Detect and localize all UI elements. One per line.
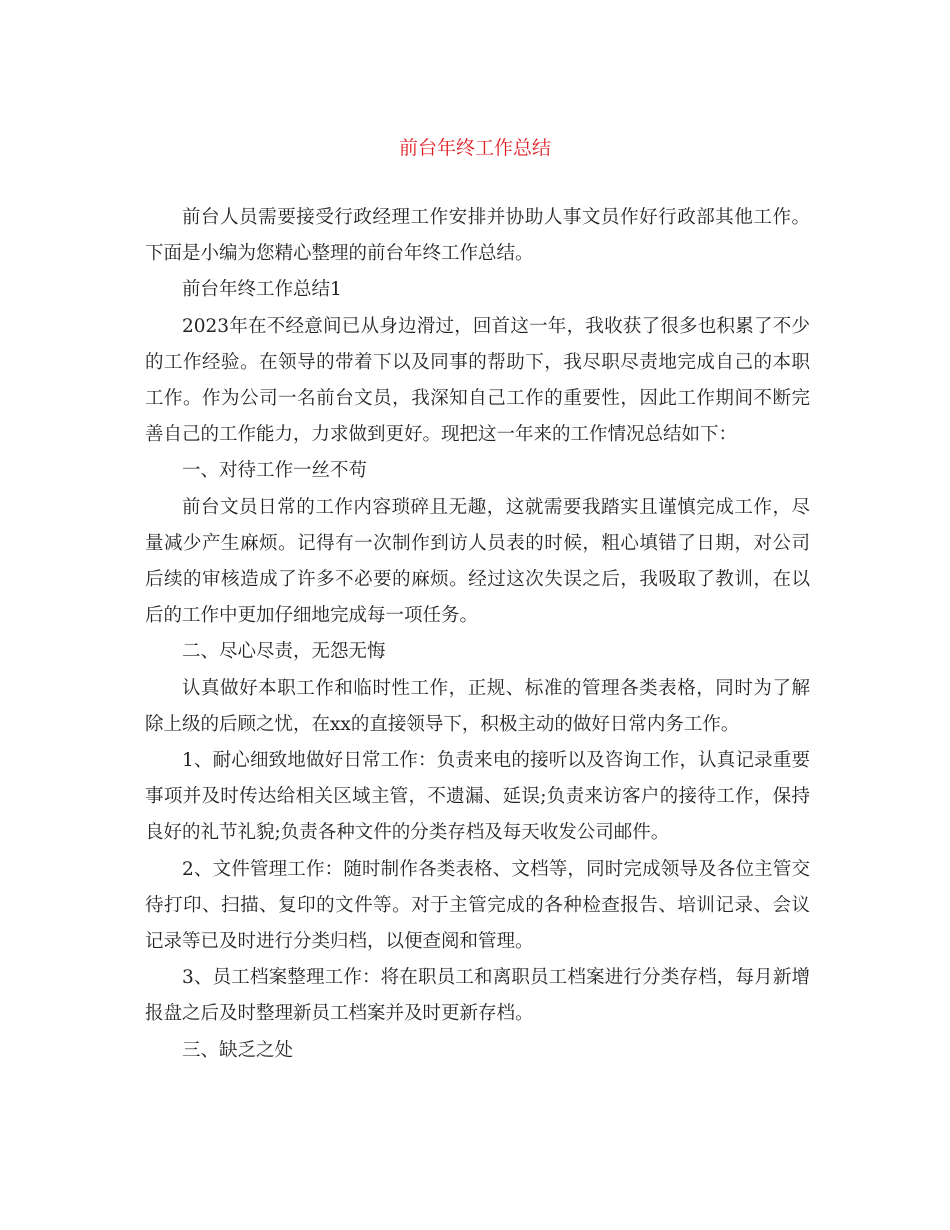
document-body: [145, 200, 810, 1069]
list-item-1: 1、耐心细致地做好日常工作：负责来电的接听以及咨询工作，认真记录重要事项并及时传达给相关区域主管，不遗漏、延误;负责来访客户的接待工作，保持良好的礼节礼貌;负责各种文件的分类存档及每天收发公司邮件。: [145, 750, 810, 844]
section-heading-summary-1: 前台年终工作总结1: [182, 279, 342, 301]
document-title: 前台年终工作总结: [398, 137, 551, 159]
section-heading-3: 三、缺乏之处: [182, 1039, 294, 1061]
list-item-3: 3、员工档案整理工作：将在职员工和离职员工档案进行分类存档，每月新增报盘之后及时整理新员工档案并及时更新存档。: [145, 967, 810, 1025]
summary-paragraph: 2023年在不经意间已从身边滑过，回首这一年，我收获了很多也积累了不少的工作经验。在领导的带着下以及同事的帮助下，我尽职尽责地完成自己的本职工作。作为公司一名前台文员，我深知自己工作的重要性，因此工作期间不断完善自己的工作能力，力求做到更好。现把这一年来的工作情况总结如下：: [145, 315, 810, 446]
section-2-paragraph: 认真做好本职工作和临时性工作，正规、标准的管理各类表格，同时为了解除上级的后顾之忧，在xx的直接领导下，积极主动的做好日常内务工作。: [145, 677, 810, 735]
list-item-2: 2、文件管理工作：随时制作各类表格、文档等，同时完成领导及各位主管交待打印、扫描、复印的文件等。对于主管完成的各种检查报告、培训记录、会议记录等已及时进行分类归档，以便查阅和管理。: [145, 858, 810, 953]
section-heading-2: 二、尽心尽责，无怨无悔: [182, 641, 386, 663]
section-heading-1: 一、对待工作一丝不苟: [182, 460, 368, 482]
intro-paragraph: 前台人员需要接受行政经理工作安排并协助人事文员作好行政部其他工作。下面是小编为您精心整理的前台年终工作总结。: [145, 207, 810, 265]
section-1-paragraph: 前台文员日常的工作内容琐碎且无趣，这就需要我踏实且谨慎完成工作，尽量减少产生麻烦。记得有一次制作到访人员表的时候，粗心填错了日期，对公司后续的审核造成了许多不必要的麻烦。经过这次失误之后，我吸取了教训，在以后的工作中更加仔细地完成每一项任务。: [145, 496, 810, 627]
